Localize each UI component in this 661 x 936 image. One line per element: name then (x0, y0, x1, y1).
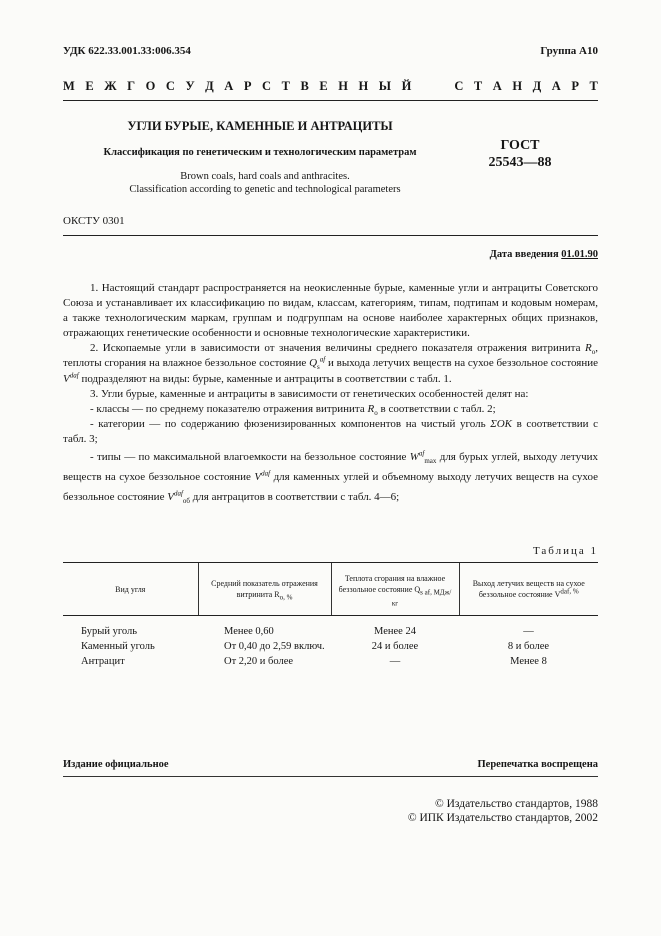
header-rule (63, 100, 598, 101)
banner-letter: У (185, 79, 195, 93)
cell-heat: — (389, 656, 401, 667)
banner-letter: Т (473, 79, 483, 93)
banner-letter: Р (243, 79, 252, 93)
header-heat: Теплота сгорания на влажное беззольное состояние $Q_{s af, МДж/кг}$ (331, 563, 459, 616)
paragraph-2: 2. Ископаемые угли в зависимости от значения величины среднего показателя отражения витринита $R_o$, теплоты сгорания на влажное беззольное состояние $Q_s^{af}$ и выхода летучих веществ на сухое беззольное состояние $V^{daf}$ подразделяют на виды: бурые, каменные и антрациты в соответствии с табл. 1. (63, 342, 598, 385)
group-code: Группа А10 (540, 45, 598, 57)
table-row (63, 641, 598, 656)
header-coal-type: Вид угля (63, 563, 198, 616)
english-title-line-1: Brown coals, hard coals and anthracites. (180, 171, 350, 182)
banner-letter: Н (338, 79, 348, 93)
paragraph-3: 3. Угли бурые, каменные и антрациты в зависимости от генетических особенностей делят на: (90, 387, 529, 400)
cell-coal-type: Бурый уголь (81, 626, 138, 637)
document-subtitle: Классификация по генетическим и технологическим параметрам (103, 147, 417, 158)
cell-coal-type: Антрацит (81, 656, 125, 667)
banner-letter: О (145, 79, 156, 93)
reprint-prohibited: Перепечатка воспрещена (477, 759, 598, 770)
introduction-date-value: 01.01.90 (561, 249, 598, 260)
body-text (63, 281, 598, 507)
cell-coal-type: Каменный уголь (81, 641, 155, 652)
banner-letter: В (300, 79, 309, 93)
banner-letter: А (492, 79, 502, 93)
oksty-rule (63, 235, 598, 236)
banner-letter: Р (571, 79, 579, 93)
bullet-classes: - классы — по среднему показателю отражения витринита $R_o$ в соответствии с табл. 2; (90, 402, 496, 417)
banner-gap (422, 79, 444, 94)
banner-letter: Т (589, 79, 598, 93)
official-edition: Издание официальное (63, 759, 169, 770)
table-1-caption: Таблица 1 (532, 545, 598, 557)
banner-letter: Г (127, 79, 136, 93)
header-reflectance: Средний показатель отражения витринита $R_{o, \%}$ (198, 563, 331, 616)
cell-reflectance: От 2,20 и более (224, 656, 294, 667)
banner-letter: Д (532, 79, 542, 93)
banner-letter: А (551, 79, 561, 93)
banner-letter: Й (401, 79, 412, 93)
introduction-date (490, 249, 598, 260)
table-header-row (63, 563, 598, 616)
banner-letter: С (454, 79, 464, 93)
banner-letter: Е (319, 79, 328, 93)
cell-volatiles: 8 и более (507, 641, 550, 652)
document-title: УГЛИ БУРЫЕ, КАМЕННЫЕ И АНТРАЦИТЫ (127, 119, 393, 133)
introduction-date-label: Дата введения (489, 249, 559, 260)
bullet-types: - типы — по максимальной влагоемкости на беззольное состояние $W^{af}_{max}$ для бурых углей, выходу летучих веществ на сухое беззольное состояние $V^{daf}$ для каменных углей и объемному выходу летучих веществ на сухое беззольное состояние $V^{daf}_{об}$ для антрацитов в соответствии с табл. 4—6; (63, 449, 599, 506)
banner-letter: М (63, 79, 75, 93)
gost-label: ГОСТ (500, 138, 540, 153)
copyright-2002: © ИПК Издательство стандартов, 2002 (407, 812, 598, 824)
interstate-standard-banner (63, 79, 598, 94)
table-row (63, 626, 598, 641)
banner-letter: Н (358, 79, 369, 93)
english-title-line-2: Classification according to genetic and technological parameters (129, 184, 401, 195)
header-volatiles: Выход летучих веществ на сухое беззольное состояние $V^{daf, \%}$ (459, 563, 598, 616)
banner-letter: С (262, 79, 272, 93)
banner-letter: А (224, 79, 234, 93)
cell-volatiles: — (523, 626, 534, 637)
copyright-block (408, 797, 598, 825)
table-row (63, 656, 598, 671)
table-1 (63, 562, 598, 671)
banner-letter: Т (281, 79, 290, 93)
banner-letter: Ж (104, 79, 117, 93)
cell-volatiles: Менее 8 (510, 656, 547, 667)
banner-letter: Ы (378, 79, 392, 93)
banner-letter: Е (85, 79, 94, 93)
paragraph-1: 1. Настоящий стандарт распространяется на неокисленные бурые, каменные угли и антрациты Советского Союза и устанавливает их классификацию по видам, классам, категориям, типам, подтипам и кодовым номерам, а также технологическим маркам, группам и подгруппам на основе наиболее характерных общих признаков, отражающих генетические особенности и основные технологические характеристики. (63, 282, 598, 340)
english-title (110, 170, 420, 196)
cell-reflectance: Менее 0,60 (224, 626, 274, 637)
oksty-code: ОКСТУ 0301 (63, 215, 125, 227)
banner-letter: Д (205, 79, 214, 93)
copyright-1988: © Издательство стандартов, 1988 (434, 798, 598, 810)
cell-heat: Менее 24 (374, 626, 416, 637)
banner-letter: Н (512, 79, 523, 93)
cell-reflectance: От 0,40 до 2,59 включ. (224, 641, 325, 652)
cell-heat: 24 и более (371, 641, 419, 652)
bullet-categories: - категории — по содержанию фюзенизированных компонентов на чистый уголь ΣOK в соответствии с табл. 3; (63, 417, 598, 445)
footer-rule (63, 776, 598, 777)
gost-number: 25543—88 (488, 155, 552, 170)
banner-letter: С (165, 79, 175, 93)
gost-designation (480, 137, 560, 171)
udk-code: УДК 622.33.001.33:006.354 (63, 45, 191, 57)
